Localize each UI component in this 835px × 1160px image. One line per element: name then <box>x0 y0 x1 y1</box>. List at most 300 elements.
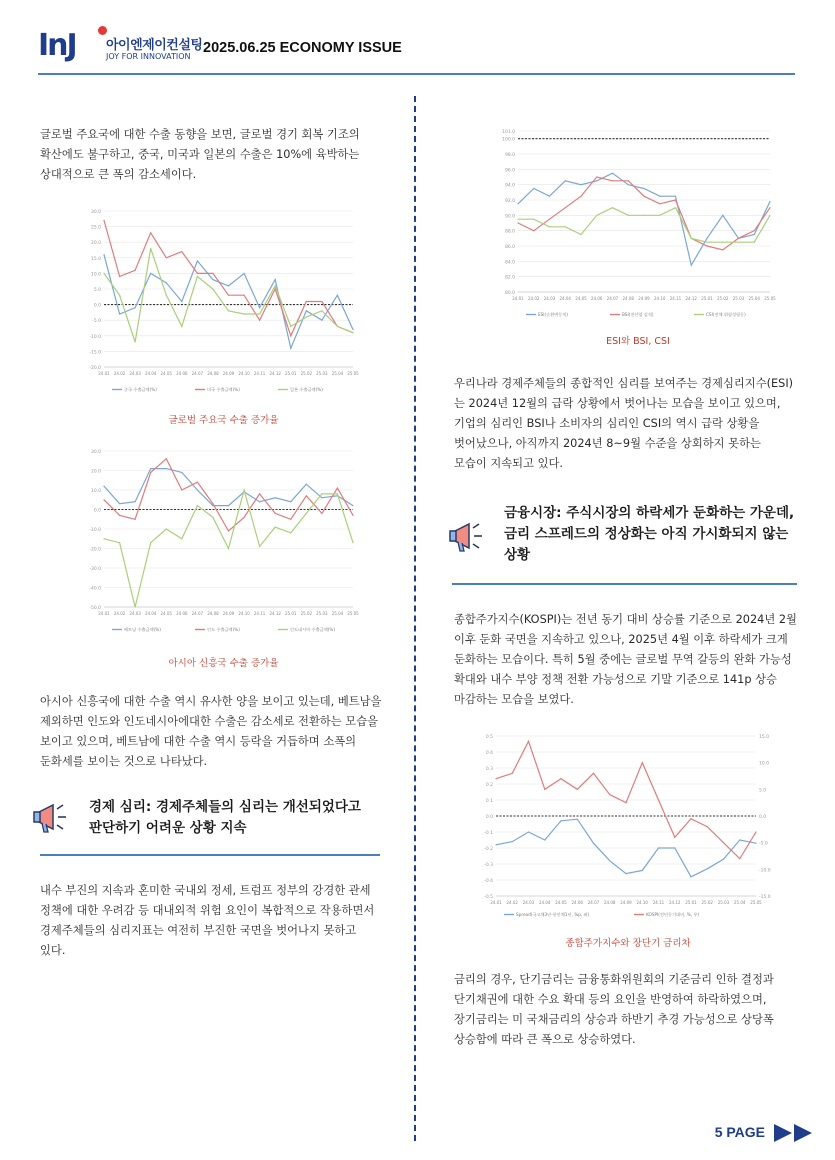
data-point <box>212 273 213 274</box>
data-point <box>723 842 724 843</box>
data-point <box>707 826 708 827</box>
data-point <box>544 839 545 840</box>
x-tick-label: 25.03 <box>316 371 328 376</box>
data-point <box>135 501 136 502</box>
data-point <box>352 515 353 516</box>
y-right-tick-label: -5.0 <box>759 841 768 847</box>
x-tick-label: 24.11 <box>253 611 266 616</box>
data-point <box>628 215 629 216</box>
data-point <box>738 238 739 239</box>
chart-esi-svg <box>498 125 778 320</box>
data-point <box>706 242 707 243</box>
x-tick-label: 24.08 <box>604 900 616 905</box>
data-point <box>197 489 198 490</box>
data-point <box>275 279 276 280</box>
data-point <box>643 215 644 216</box>
data-point <box>259 493 260 494</box>
data-point <box>166 528 167 529</box>
sentiment-paragraph: 내수 부진의 지속과 혼미한 국내외 정세, 트럼프 정부의 강경한 관세 정책에 대한 우려감 등 대내외적 위험 요인이 복합적으로 작용하면서 경제주체들의 심리지표는 여전히 부진한 국면을 벗어나지 못하고 있다. <box>40 884 375 957</box>
data-point <box>612 173 613 174</box>
x-tick-label: 24.08 <box>622 296 634 301</box>
data-point <box>593 843 594 844</box>
section-title-sentiment: 경제 심리: 경제주체들의 심리는 개선되었다고 판단하기 어려운 상황 지속 <box>89 799 361 836</box>
data-point <box>643 196 644 197</box>
header <box>38 22 798 74</box>
y-tick-label: 94.0 <box>504 183 515 189</box>
x-tick-label: 24.03 <box>543 296 556 301</box>
x-tick-label: 24.12 <box>269 611 281 616</box>
legend-label: KOSPI(전년동기대비, %, 우) <box>646 912 700 917</box>
x-tick-label: 24.02 <box>528 296 540 301</box>
megaphone-icon <box>31 796 75 844</box>
data-point <box>495 844 496 845</box>
logo-slogan: JOY FOR INNOVATION <box>106 52 191 61</box>
data-point <box>119 295 120 296</box>
y-tick-label: 0.2 <box>485 783 493 788</box>
x-tick-label: 25.05 <box>347 371 359 376</box>
y-right-tick-label: 5.0 <box>759 788 767 794</box>
legend-label: CSI(전체 위험성평동) <box>706 312 746 317</box>
x-tick-label: 24.09 <box>638 296 650 301</box>
data-point <box>565 180 566 181</box>
data-point <box>674 837 675 838</box>
data-point <box>769 201 770 202</box>
next-page-arrows-icon[interactable] <box>772 1122 816 1148</box>
legend-label: 일본 수출금액(%) <box>290 387 323 392</box>
series-line-1 <box>104 459 353 531</box>
chart-esi <box>498 125 778 320</box>
data-point <box>150 472 151 473</box>
data-point <box>259 501 260 502</box>
data-point <box>625 802 626 803</box>
data-point <box>150 248 151 249</box>
x-tick-label: 24.09 <box>222 611 235 616</box>
data-point <box>674 847 675 848</box>
data-point <box>275 285 276 286</box>
data-point <box>352 329 353 330</box>
data-point <box>135 606 136 607</box>
data-point <box>103 220 104 221</box>
y-tick-label: 92.0 <box>504 199 515 204</box>
data-point <box>197 505 198 506</box>
data-point <box>755 843 756 844</box>
x-tick-label: 25.02 <box>717 296 729 301</box>
section-rule-sentiment <box>40 854 380 856</box>
data-point <box>755 831 756 832</box>
data-point <box>243 517 244 518</box>
y-tick-label: 20.0 <box>90 469 101 475</box>
data-point <box>723 859 724 860</box>
x-tick-label: 25.02 <box>300 371 313 376</box>
data-point <box>642 870 643 871</box>
data-point <box>739 858 740 859</box>
data-point <box>181 472 182 473</box>
x-tick-label: 25.04 <box>331 611 344 616</box>
y-tick-label: 0.5 <box>485 735 493 740</box>
x-tick-label: 24.01 <box>98 371 110 376</box>
data-point <box>135 341 136 342</box>
data-point <box>560 778 561 779</box>
x-tick-label: 24.05 <box>575 296 587 301</box>
data-point <box>517 222 518 223</box>
y-tick-label: -20.0 <box>89 547 101 553</box>
y-tick-label: -10.0 <box>89 334 101 340</box>
data-point <box>593 773 594 774</box>
data-point <box>103 254 104 255</box>
data-point <box>228 530 229 531</box>
x-tick-label: 24.07 <box>191 371 204 376</box>
x-tick-label: 25.03 <box>316 611 328 616</box>
data-point <box>306 484 307 485</box>
page-number: 5 PAGE <box>714 1124 765 1140</box>
y-tick-label: -20.0 <box>89 366 101 371</box>
data-point <box>642 762 643 763</box>
data-point <box>166 257 167 258</box>
y-tick-label: 15.0 <box>90 256 101 262</box>
x-tick-label: 24.05 <box>160 611 172 616</box>
y-tick-label: 100.0 <box>502 137 515 143</box>
y-tick-label: 88.0 <box>504 229 515 235</box>
x-tick-label: 24.09 <box>620 900 632 905</box>
y-right-tick-label: -10.0 <box>759 868 771 874</box>
data-point <box>495 778 496 779</box>
rate-paragraph: 금리의 경우, 단기금리는 금융통화위원회의 기준금리 인하 결정과 단기채권에 대한 수요 확대 등의 요인을 반영하여 하락하였으며, 장기금리는 미 국채금리의 상승과 하반기 추경 가능성으로 상당폭 상승함에 따라 큰 폭으로 상승하였다. <box>454 973 774 1046</box>
data-point <box>691 265 692 266</box>
data-point <box>321 310 322 311</box>
data-point <box>306 513 307 514</box>
data-point <box>275 513 276 514</box>
y-tick-label: 96.0 <box>504 168 515 174</box>
y-tick-label: 0.3 <box>485 767 493 772</box>
x-tick-label: 24.08 <box>207 371 219 376</box>
data-point <box>181 538 182 539</box>
chart-global-exports-caption: 글로벌 주요국 수출 증가율 <box>168 415 279 426</box>
x-tick-label: 25.02 <box>701 900 713 905</box>
x-tick-label: 25.01 <box>285 611 297 616</box>
data-point <box>659 196 660 197</box>
y-tick-label: -5.0 <box>92 319 101 325</box>
data-point <box>577 789 578 790</box>
data-point <box>580 196 581 197</box>
x-tick-label: 24.06 <box>571 900 583 905</box>
data-point <box>337 493 338 494</box>
x-tick-label: 24.06 <box>591 296 603 301</box>
data-point <box>135 270 136 271</box>
y-tick-label: -0.4 <box>484 879 493 884</box>
data-point <box>306 495 307 496</box>
y-tick-label: 5.0 <box>93 288 101 293</box>
x-tick-label: 24.04 <box>539 900 551 905</box>
data-point <box>337 295 338 296</box>
data-point <box>321 301 322 302</box>
x-tick-label: 25.04 <box>331 371 344 376</box>
data-point <box>103 273 104 274</box>
data-point <box>119 542 120 543</box>
data-point <box>228 295 229 296</box>
series-line-1 <box>104 220 353 335</box>
data-point <box>212 288 213 289</box>
data-point <box>533 188 534 189</box>
x-tick-label: 24.04 <box>559 296 571 301</box>
x-tick-label: 24.12 <box>669 900 681 905</box>
x-tick-label: 24.11 <box>669 296 682 301</box>
x-tick-label: 25.01 <box>701 296 713 301</box>
series-line-0 <box>518 173 770 265</box>
data-point <box>707 868 708 869</box>
company-logo[interactable] <box>38 22 203 67</box>
y-tick-label: 84.0 <box>504 260 515 266</box>
x-tick-label: 24.11 <box>253 371 266 376</box>
data-point <box>706 245 707 246</box>
y-tick-label: 0.0 <box>485 815 493 820</box>
data-point <box>512 773 513 774</box>
y-right-tick-label: 0.0 <box>759 815 767 820</box>
data-point <box>609 860 610 861</box>
y-tick-label: 0.4 <box>485 751 493 756</box>
data-point <box>259 307 260 308</box>
legend-label: 인도네시아 수출금액(%) <box>290 627 335 632</box>
x-tick-label: 24.11 <box>652 900 665 905</box>
data-point <box>739 839 740 840</box>
x-tick-label: 25.04 <box>734 900 746 905</box>
data-point <box>166 282 167 283</box>
chart-kospi-spread <box>478 730 778 920</box>
data-point <box>577 819 578 820</box>
data-point <box>243 273 244 274</box>
data-point <box>290 519 291 520</box>
data-point <box>259 546 260 547</box>
x-tick-label: 25.05 <box>750 900 762 905</box>
x-tick-label: 24.07 <box>606 296 619 301</box>
data-point <box>290 532 291 533</box>
y-tick-label: 80.0 <box>504 291 515 296</box>
x-tick-label: 24.06 <box>176 371 188 376</box>
data-point <box>722 242 723 243</box>
chart-esi-caption: ESI와 BSI, CSI <box>606 336 670 347</box>
data-point <box>628 184 629 185</box>
y-right-tick-label: -15.0 <box>759 895 771 900</box>
section-title-financial: 금융시장: 주식시장의 하락세가 둔화하는 가운데, 금리 스프레드의 정상화는 아직 가시화되지 않는 상황 <box>504 505 795 563</box>
chart-kospi-spread-caption: 종합주가지수와 장단기 금리차 <box>565 938 691 949</box>
legend-label: BSI(전산업 실적) <box>622 312 654 317</box>
data-point <box>675 199 676 200</box>
data-point <box>197 482 198 483</box>
esi-paragraph: 우리나라 경제주체들의 종합적인 심리를 보여주는 경제심리지수(ESI)는 2024년 12월의 급락 상황에서 벗어나는 모습을 보이고 있으며, 기업의 심리인 BSI나 소비자의 심리인 CSI의 역시 급락 상황을 벗어났으나, 아직까지 2024년 8~9월 수준을 상회하지 못하는 모습이 지속되고 있다. <box>454 377 794 470</box>
data-point <box>212 517 213 518</box>
x-tick-label: 24.12 <box>269 371 281 376</box>
y-tick-label: 0.1 <box>485 799 493 804</box>
data-point <box>306 301 307 302</box>
x-tick-label: 24.08 <box>207 611 219 616</box>
intro-paragraph: 글로벌 주요국에 대한 수출 동향을 보면, 글로벌 경기 회복 기조의 확산에도 불구하고, 중국, 미국과 일본의 수출은 10%에 육박하는 상대적으로 큰 폭의 감소세이다. <box>40 128 360 181</box>
x-tick-label: 24.01 <box>98 611 110 616</box>
y-tick-label: 0.0 <box>93 303 101 309</box>
data-point <box>197 260 198 261</box>
x-tick-label: 24.04 <box>144 611 157 616</box>
x-tick-label: 25.03 <box>717 900 730 905</box>
data-point <box>517 219 518 220</box>
data-point <box>181 326 182 327</box>
x-tick-label: 25.04 <box>748 296 760 301</box>
data-point <box>150 273 151 274</box>
data-point <box>533 230 534 231</box>
data-point <box>150 542 151 543</box>
data-point <box>517 203 518 204</box>
logo-mark: InJ <box>38 28 76 63</box>
y-tick-label: -50.0 <box>89 606 101 611</box>
x-tick-label: 24.07 <box>191 611 204 616</box>
data-point <box>321 493 322 494</box>
data-point <box>769 215 770 216</box>
data-point <box>166 468 167 469</box>
data-point <box>738 242 739 243</box>
x-tick-label: 24.03 <box>129 611 141 616</box>
legend-label: 미국 수출금액(%) <box>207 387 240 392</box>
y-tick-label: 30.0 <box>90 210 101 215</box>
x-tick-label: 24.02 <box>113 611 126 616</box>
y-tick-label: 82.0 <box>504 275 515 281</box>
data-point <box>103 538 104 539</box>
x-tick-label: 24.04 <box>144 371 157 376</box>
data-point <box>352 542 353 543</box>
data-point <box>290 326 291 327</box>
data-point <box>259 320 260 321</box>
series-line-2 <box>518 208 770 243</box>
data-point <box>119 515 120 516</box>
data-point <box>690 876 691 877</box>
chart-asia-exports <box>86 445 361 635</box>
y-right-tick-label: 10.0 <box>759 761 770 767</box>
data-point <box>228 285 229 286</box>
data-point <box>290 348 291 349</box>
data-point <box>119 276 120 277</box>
y-tick-label: 101.0 <box>502 130 515 135</box>
data-point <box>352 332 353 333</box>
data-point <box>212 279 213 280</box>
data-point <box>150 232 151 233</box>
y-tick-label: 86.0 <box>504 245 515 250</box>
megaphone-icon <box>447 515 491 563</box>
data-point <box>544 789 545 790</box>
chart-asia-exports-caption: 아시아 신흥국 수출 증가율 <box>168 658 279 669</box>
y-tick-label: -0.5 <box>484 895 493 900</box>
data-point <box>722 249 723 250</box>
data-point <box>135 307 136 308</box>
data-point <box>306 316 307 317</box>
data-point <box>275 526 276 527</box>
data-point <box>658 847 659 848</box>
column-divider <box>414 96 416 1141</box>
data-point <box>103 499 104 500</box>
x-tick-label: 25.01 <box>685 900 697 905</box>
x-tick-label: 24.05 <box>160 371 172 376</box>
y-tick-label: 90.0 <box>504 214 515 220</box>
data-point <box>212 503 213 504</box>
data-point <box>609 794 610 795</box>
chart-global-exports <box>86 205 361 395</box>
data-point <box>596 176 597 177</box>
data-point <box>528 741 529 742</box>
legend-label: 중국 수출금액(%) <box>124 387 157 392</box>
data-point <box>135 519 136 520</box>
x-tick-label: 24.03 <box>129 371 141 376</box>
legend-label: Spread(국고채3년-통안채1년, %p, 좌) <box>516 912 590 917</box>
y-tick-label: -10.0 <box>89 528 101 533</box>
section-rule-financial <box>452 583 797 585</box>
data-point <box>528 831 529 832</box>
data-point <box>691 238 692 239</box>
data-point <box>625 873 626 874</box>
data-point <box>565 207 566 208</box>
kospi-paragraph: 종합주가지수(KOSPI)는 전년 동기 대비 상승률 기준으로 2024년 2월 이후 둔화 국면을 지속하고 있으나, 2025년 4월 이후 하락세가 크게 둔화하는 모습이다. 특히 5월 중에는 글로벌 무역 갈등의 완화 가능성 확대와 내수 부양 정책 전환 가능성으로 기말 기준으로 141p 상승 마감하는 모습을 보였다. <box>454 613 797 706</box>
data-point <box>659 203 660 204</box>
data-point <box>243 313 244 314</box>
data-point <box>166 295 167 296</box>
y-tick-label: -0.2 <box>484 847 493 852</box>
data-point <box>197 273 198 274</box>
x-tick-label: 25.05 <box>764 296 776 301</box>
data-point <box>549 196 550 197</box>
data-point <box>675 196 676 197</box>
data-point <box>337 487 338 488</box>
data-point <box>690 818 691 819</box>
data-point <box>533 219 534 220</box>
y-tick-label: -40.0 <box>89 586 101 592</box>
legend-label: ESI(순환변동치) <box>538 312 569 317</box>
chart-kospi-spread-svg <box>478 730 778 920</box>
y-tick-label: 98.0 <box>504 153 515 158</box>
data-point <box>275 497 276 498</box>
issue-title: 2025.06.25 ECONOMY ISSUE <box>203 40 402 56</box>
x-tick-label: 24.06 <box>176 611 188 616</box>
x-tick-label: 24.01 <box>490 900 502 905</box>
y-right-tick-label: 15.0 <box>759 735 770 740</box>
data-point <box>659 215 660 216</box>
y-tick-label: 0.0 <box>93 508 101 514</box>
data-point <box>228 505 229 506</box>
y-tick-label: 10.0 <box>90 272 101 278</box>
data-point <box>658 799 659 800</box>
data-point <box>565 226 566 227</box>
data-point <box>596 180 597 181</box>
data-point <box>103 486 104 487</box>
data-point <box>119 313 120 314</box>
data-point <box>119 503 120 504</box>
data-point <box>722 215 723 216</box>
data-point <box>306 310 307 311</box>
data-point <box>612 207 613 208</box>
y-tick-label: -0.3 <box>484 863 493 868</box>
y-tick-label: 30.0 <box>90 450 101 455</box>
header-rule <box>38 73 795 75</box>
x-tick-label: 25.03 <box>732 296 745 301</box>
data-point <box>259 313 260 314</box>
x-tick-label: 24.10 <box>636 900 648 905</box>
data-point <box>321 320 322 321</box>
data-point <box>754 234 755 235</box>
data-point <box>290 335 291 336</box>
x-tick-label: 25.01 <box>285 371 297 376</box>
data-point <box>512 841 513 842</box>
chart-global-exports-svg <box>86 205 361 395</box>
x-tick-label: 24.10 <box>238 371 250 376</box>
data-point <box>754 242 755 243</box>
data-point <box>580 234 581 235</box>
data-point <box>181 489 182 490</box>
data-point <box>352 505 353 506</box>
y-tick-label: 20.0 <box>90 241 101 247</box>
data-point <box>321 497 322 498</box>
